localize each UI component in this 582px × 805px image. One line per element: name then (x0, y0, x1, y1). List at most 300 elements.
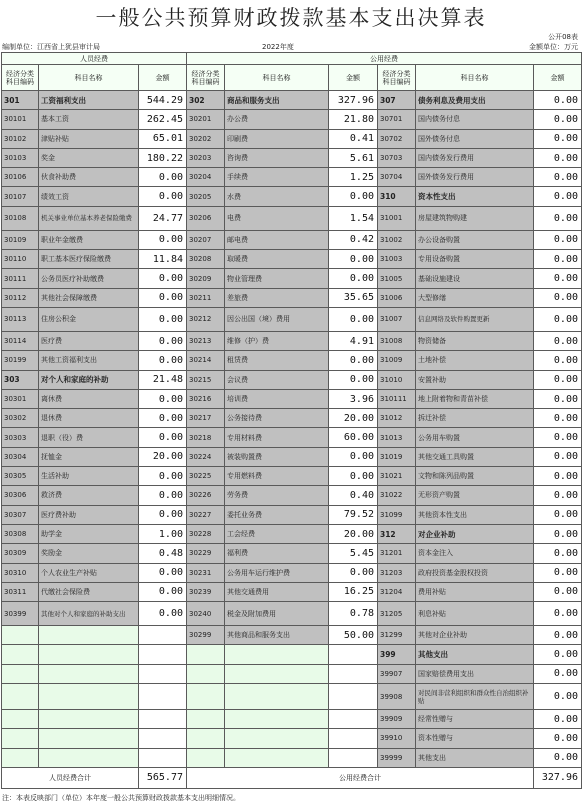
item-name: 退休费 (39, 409, 139, 428)
item-amount: 0.00 (329, 269, 378, 288)
header-code: 经济分类科目编码 (378, 65, 416, 91)
item-code: 30304 (2, 447, 39, 466)
item-name: 其他交通费用 (225, 582, 329, 601)
item-code: 30217 (187, 409, 225, 428)
item-name: 文物和陈列品购置 (416, 467, 534, 486)
item-code: 30103 (2, 148, 39, 167)
empty-cell (225, 645, 329, 664)
item-code: 30108 (2, 206, 39, 230)
item-amount: 0.00 (139, 168, 187, 187)
item-amount: 0.00 (534, 110, 582, 129)
expenditure-table (1, 52, 582, 789)
item-name: 物资储备 (416, 331, 534, 350)
group-header-row (2, 53, 582, 65)
table-row (2, 684, 582, 710)
item-amount: 0.00 (139, 389, 187, 408)
item-name: 费用补贴 (416, 582, 534, 601)
item-name: 住房公积金 (39, 307, 139, 331)
item-code: 301 (2, 91, 39, 110)
item-amount: 0.00 (139, 582, 187, 601)
header-name: 科目名称 (39, 65, 139, 91)
item-name: 基础设施建设 (416, 269, 534, 288)
item-amount: 20.00 (329, 409, 378, 428)
item-code: 31009 (378, 351, 416, 370)
item-name: 拆迁补偿 (416, 409, 534, 428)
header-amount: 金额 (329, 65, 378, 91)
empty-cell (225, 748, 329, 767)
public-total-label: 公用经费合计 (187, 767, 534, 788)
table-row (2, 729, 582, 748)
footnote: 注：本表反映部门（单位）本年度一般公共预算财政拨款基本支出明细情况。 (2, 794, 240, 802)
item-name: 取暖费 (225, 250, 329, 269)
empty-cell (39, 748, 139, 767)
item-amount: 0.00 (139, 409, 187, 428)
item-amount: 0.00 (329, 187, 378, 206)
personnel-total-label: 人员经费合计 (2, 767, 139, 788)
item-amount: 544.29 (139, 91, 187, 110)
item-code: 30212 (187, 307, 225, 331)
item-amount: 0.00 (329, 563, 378, 582)
table-row (2, 370, 582, 389)
item-name: 手续费 (225, 168, 329, 187)
item-amount: 0.00 (329, 370, 378, 389)
item-name: 资本金注入 (416, 544, 534, 563)
item-name: 福利费 (225, 544, 329, 563)
item-amount: 0.00 (534, 269, 582, 288)
item-amount: 0.00 (534, 250, 582, 269)
item-name: 差旅费 (225, 288, 329, 307)
table-row (2, 91, 582, 110)
item-code: 31021 (378, 467, 416, 486)
table-row (2, 447, 582, 466)
item-code: 31012 (378, 409, 416, 428)
table-row (2, 389, 582, 408)
totals-row (2, 767, 582, 788)
item-code: 30113 (2, 307, 39, 331)
item-code: 30229 (187, 544, 225, 563)
item-name: 公务用车运行维护费 (225, 563, 329, 582)
item-amount: 0.00 (534, 563, 582, 582)
item-amount: 0.00 (329, 250, 378, 269)
item-amount: 0.00 (534, 544, 582, 563)
item-name: 劳务费 (225, 486, 329, 505)
item-name: 医疗费 (39, 331, 139, 350)
item-amount: 0.00 (139, 288, 187, 307)
item-amount: 65.01 (139, 129, 187, 148)
item-code: 30226 (187, 486, 225, 505)
empty-cell (329, 748, 378, 767)
item-code: 303 (2, 370, 39, 389)
item-amount: 0.00 (139, 269, 187, 288)
table-row (2, 467, 582, 486)
item-name: 抚恤金 (39, 447, 139, 466)
item-amount: 0.00 (329, 351, 378, 370)
item-amount: 1.54 (329, 206, 378, 230)
fiscal-year: 2022年度 (262, 43, 294, 51)
item-name: 其他支出 (416, 748, 534, 767)
item-name: 大型修缮 (416, 288, 534, 307)
currency-unit: 金额单位：万元 (529, 43, 578, 51)
item-amount: 0.00 (534, 370, 582, 389)
table-row (2, 710, 582, 729)
item-amount: 1.25 (329, 168, 378, 187)
item-name: 其他交通工具购置 (416, 447, 534, 466)
item-code: 30228 (187, 524, 225, 543)
item-name: 租赁费 (225, 351, 329, 370)
item-amount: 24.77 (139, 206, 187, 230)
table-row (2, 110, 582, 129)
item-amount: 0.00 (534, 467, 582, 486)
empty-cell (329, 684, 378, 710)
item-name: 退职（役）费 (39, 428, 139, 447)
item-name: 办公设备购置 (416, 230, 534, 249)
item-code: 30107 (2, 187, 39, 206)
table-row (2, 544, 582, 563)
item-code: 31203 (378, 563, 416, 582)
item-name: 会议费 (225, 370, 329, 389)
item-amount: 5.45 (329, 544, 378, 563)
item-code: 399 (378, 645, 416, 664)
item-name: 其他工资福利支出 (39, 351, 139, 370)
table-row (2, 626, 582, 645)
item-amount: 0.00 (534, 664, 582, 683)
item-name: 个人农业生产补贴 (39, 563, 139, 582)
item-code: 30214 (187, 351, 225, 370)
empty-cell (139, 729, 187, 748)
item-code: 39907 (378, 664, 416, 683)
item-amount: 0.00 (139, 230, 187, 249)
item-amount: 0.00 (534, 447, 582, 466)
item-code: 30308 (2, 524, 39, 543)
item-amount: 0.00 (534, 168, 582, 187)
item-amount: 0.00 (534, 206, 582, 230)
item-name: 委托业务费 (225, 505, 329, 524)
item-name: 资本性支出 (416, 187, 534, 206)
item-amount: 0.00 (534, 428, 582, 447)
item-amount: 0.00 (534, 409, 582, 428)
empty-cell (225, 710, 329, 729)
item-code: 30102 (2, 129, 39, 148)
item-amount: 0.00 (139, 307, 187, 331)
item-name: 税金及附加费用 (225, 602, 329, 626)
item-amount: 0.00 (534, 602, 582, 626)
item-code: 30207 (187, 230, 225, 249)
table-row (2, 486, 582, 505)
table-row (2, 269, 582, 288)
item-amount: 0.78 (329, 602, 378, 626)
item-amount: 0.00 (534, 389, 582, 408)
item-amount: 20.00 (329, 524, 378, 543)
item-code: 30215 (187, 370, 225, 389)
table-row (2, 351, 582, 370)
item-code: 31010 (378, 370, 416, 389)
empty-cell (2, 748, 39, 767)
item-name: 奖励金 (39, 544, 139, 563)
item-amount: 79.52 (329, 505, 378, 524)
item-code: 30110 (2, 250, 39, 269)
item-name: 办公费 (225, 110, 329, 129)
item-code: 30206 (187, 206, 225, 230)
item-name: 利息补贴 (416, 602, 534, 626)
item-code: 30211 (187, 288, 225, 307)
table-row (2, 428, 582, 447)
item-name: 安置补助 (416, 370, 534, 389)
item-code: 30303 (2, 428, 39, 447)
empty-cell (225, 664, 329, 683)
item-code: 310111 (378, 389, 416, 408)
empty-cell (39, 710, 139, 729)
item-name: 无形资产购置 (416, 486, 534, 505)
header-amount: 金额 (534, 65, 582, 91)
item-name: 工资福利支出 (39, 91, 139, 110)
group-personnel: 人员经费 (2, 53, 187, 65)
item-name: 其他对个人和家庭的补助支出 (39, 602, 139, 626)
item-code: 30202 (187, 129, 225, 148)
item-amount: 20.00 (139, 447, 187, 466)
item-code: 30199 (2, 351, 39, 370)
item-name: 国外债务发行费用 (416, 168, 534, 187)
header-code: 经济分类科目编码 (2, 65, 39, 91)
empty-cell (139, 664, 187, 683)
item-code: 30224 (187, 447, 225, 466)
item-name: 生活补助 (39, 467, 139, 486)
empty-cell (225, 684, 329, 710)
item-name: 土地补偿 (416, 351, 534, 370)
empty-cell (329, 664, 378, 683)
item-name: 经常性赠与 (416, 710, 534, 729)
item-name: 地上附着物和青苗补偿 (416, 389, 534, 408)
item-name: 工会经费 (225, 524, 329, 543)
item-name: 公务接待费 (225, 409, 329, 428)
item-name: 职工基本医疗保险缴费 (39, 250, 139, 269)
group-public: 公用经费 (187, 53, 582, 65)
table-row (2, 563, 582, 582)
item-name: 基本工资 (39, 110, 139, 129)
empty-cell (39, 664, 139, 683)
item-amount: 0.00 (534, 307, 582, 331)
item-amount: 21.80 (329, 110, 378, 129)
item-name: 其他资本性支出 (416, 505, 534, 524)
item-amount: 35.65 (329, 288, 378, 307)
item-name: 公务员医疗补助缴费 (39, 269, 139, 288)
item-name: 被装购置费 (225, 447, 329, 466)
item-name: 助学金 (39, 524, 139, 543)
header-code: 经济分类科目编码 (187, 65, 225, 91)
item-name: 国外债务付息 (416, 129, 534, 148)
item-code: 30302 (2, 409, 39, 428)
table-row (2, 307, 582, 331)
empty-cell (139, 748, 187, 767)
empty-cell (329, 710, 378, 729)
empty-cell (139, 684, 187, 710)
item-code: 31002 (378, 230, 416, 249)
table-row (2, 250, 582, 269)
empty-cell (2, 645, 39, 664)
item-name: 其他商品和服务支出 (225, 626, 329, 645)
item-code: 31007 (378, 307, 416, 331)
empty-cell (329, 729, 378, 748)
item-name: 对民间非营利组织和群众性自治组织补贴 (416, 684, 534, 710)
item-amount: 0.00 (534, 129, 582, 148)
item-code: 30301 (2, 389, 39, 408)
item-code: 39908 (378, 684, 416, 710)
item-amount: 0.00 (534, 524, 582, 543)
item-name: 国内债务付息 (416, 110, 534, 129)
item-amount: 0.48 (139, 544, 187, 563)
empty-cell (39, 684, 139, 710)
item-code: 30310 (2, 563, 39, 582)
item-code: 30225 (187, 467, 225, 486)
empty-cell (187, 748, 225, 767)
item-name: 培训费 (225, 389, 329, 408)
item-code: 30305 (2, 467, 39, 486)
item-name: 水费 (225, 187, 329, 206)
item-name: 职业年金缴费 (39, 230, 139, 249)
item-code: 31006 (378, 288, 416, 307)
item-amount: 0.00 (534, 505, 582, 524)
item-amount: 21.48 (139, 370, 187, 389)
table-row (2, 187, 582, 206)
item-code: 31204 (378, 582, 416, 601)
item-code: 310 (378, 187, 416, 206)
item-amount: 0.00 (534, 331, 582, 350)
empty-cell (2, 626, 39, 645)
item-name: 其他支出 (416, 645, 534, 664)
reporting-unit: 编制单位：江西省上犹县审计局 (2, 43, 100, 51)
item-code: 30209 (187, 269, 225, 288)
empty-cell (187, 664, 225, 683)
table-row (2, 148, 582, 167)
item-code: 30112 (2, 288, 39, 307)
empty-cell (139, 645, 187, 664)
item-code: 30208 (187, 250, 225, 269)
item-code: 31013 (378, 428, 416, 447)
table-row (2, 230, 582, 249)
item-code: 30307 (2, 505, 39, 524)
item-name: 对企业补助 (416, 524, 534, 543)
item-code: 30703 (378, 148, 416, 167)
item-code: 39999 (378, 748, 416, 767)
item-name: 信息网络及软件购置更新 (416, 307, 534, 331)
item-code: 30704 (378, 168, 416, 187)
item-code: 30702 (378, 129, 416, 148)
table-row (2, 331, 582, 350)
item-code: 312 (378, 524, 416, 543)
item-name: 商品和服务支出 (225, 91, 329, 110)
item-amount: 0.00 (139, 331, 187, 350)
item-name: 机关事业单位基本养老保险缴费 (39, 206, 139, 230)
item-amount: 50.00 (329, 626, 378, 645)
item-name: 专用燃料费 (225, 467, 329, 486)
empty-cell (2, 729, 39, 748)
empty-cell (2, 710, 39, 729)
item-code: 30203 (187, 148, 225, 167)
table-row (2, 602, 582, 626)
table-row (2, 288, 582, 307)
item-amount: 0.00 (534, 626, 582, 645)
item-amount: 0.00 (329, 467, 378, 486)
item-code: 30109 (2, 230, 39, 249)
item-name: 咨询费 (225, 148, 329, 167)
item-amount: 0.00 (139, 351, 187, 370)
item-code: 30213 (187, 331, 225, 350)
item-amount: 4.91 (329, 331, 378, 350)
table-row (2, 664, 582, 683)
item-amount: 0.00 (534, 351, 582, 370)
table-row (2, 206, 582, 230)
item-amount: 262.45 (139, 110, 187, 129)
item-amount: 0.00 (139, 563, 187, 582)
item-code: 30311 (2, 582, 39, 601)
item-name: 政府投资基金股权投资 (416, 563, 534, 582)
item-amount: 0.00 (534, 582, 582, 601)
item-amount: 1.00 (139, 524, 187, 543)
item-amount: 16.25 (329, 582, 378, 601)
item-code: 31299 (378, 626, 416, 645)
item-code: 30106 (2, 168, 39, 187)
item-name: 离休费 (39, 389, 139, 408)
report-title: 一般公共预算财政拨款基本支出决算表 (95, 6, 487, 30)
item-amount: 5.61 (329, 148, 378, 167)
public-total-amount: 327.96 (534, 767, 582, 788)
item-code: 30218 (187, 428, 225, 447)
empty-cell (139, 626, 187, 645)
item-name: 伙食补助费 (39, 168, 139, 187)
item-name: 电费 (225, 206, 329, 230)
personnel-total-amount: 565.77 (139, 767, 187, 788)
table-row (2, 524, 582, 543)
header-name: 科目名称 (416, 65, 534, 91)
item-amount: 0.00 (534, 187, 582, 206)
item-amount: 11.84 (139, 250, 187, 269)
item-amount: 0.00 (139, 187, 187, 206)
item-name: 专用材料费 (225, 428, 329, 447)
item-amount: 0.00 (139, 486, 187, 505)
item-code: 30306 (2, 486, 39, 505)
item-name: 其他对企业补助 (416, 626, 534, 645)
item-amount: 0.00 (534, 748, 582, 767)
item-name: 维修（护）费 (225, 331, 329, 350)
empty-cell (2, 684, 39, 710)
empty-cell (187, 710, 225, 729)
table-row (2, 129, 582, 148)
item-amount: 0.00 (534, 729, 582, 748)
item-name: 债务利息及费用支出 (416, 91, 534, 110)
item-code: 30399 (2, 602, 39, 626)
item-code: 30227 (187, 505, 225, 524)
empty-cell (39, 729, 139, 748)
item-code: 31001 (378, 206, 416, 230)
empty-cell (329, 645, 378, 664)
item-code: 30299 (187, 626, 225, 645)
empty-cell (39, 645, 139, 664)
item-name: 物业管理费 (225, 269, 329, 288)
item-code: 30240 (187, 602, 225, 626)
item-code: 30114 (2, 331, 39, 350)
item-code: 31005 (378, 269, 416, 288)
item-amount: 0.00 (329, 447, 378, 466)
item-amount: 0.00 (534, 486, 582, 505)
item-name: 公务用车购置 (416, 428, 534, 447)
item-name: 奖金 (39, 148, 139, 167)
item-name: 津贴补贴 (39, 129, 139, 148)
item-name: 代缴社会保险费 (39, 582, 139, 601)
empty-cell (187, 684, 225, 710)
item-code: 30101 (2, 110, 39, 129)
item-amount: 180.22 (139, 148, 187, 167)
item-code: 30205 (187, 187, 225, 206)
item-amount: 0.00 (534, 684, 582, 710)
